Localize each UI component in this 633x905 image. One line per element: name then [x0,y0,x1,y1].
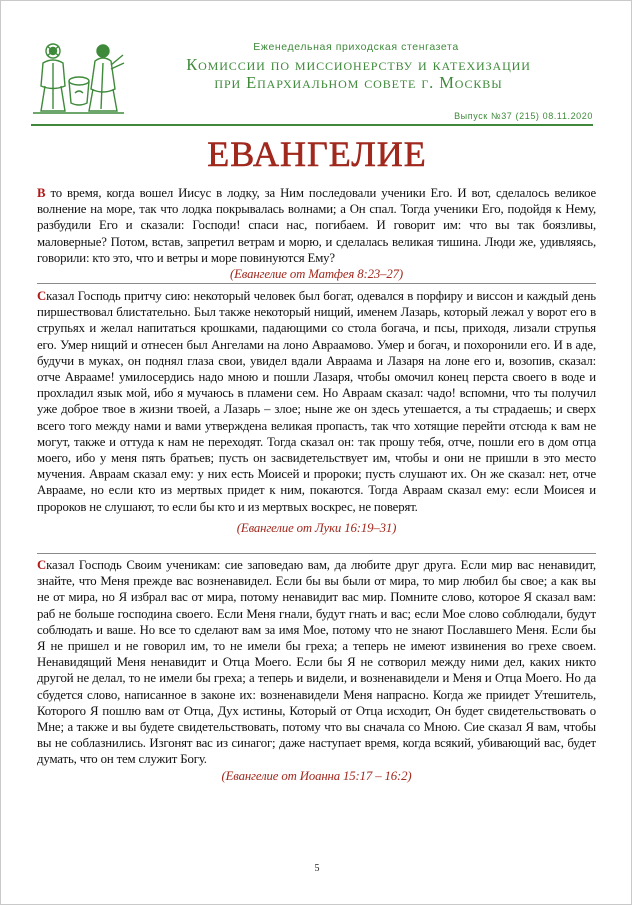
page-number: 5 [314,863,320,874]
icon-logo-emblem [31,41,126,116]
section-title-text: ЕВАНГЕЛИЕ [207,134,427,174]
header-subtitle: Еженедельная приходская стенгазета [253,41,459,53]
drop-initial-2: С [37,289,47,303]
passage-text-2: казал Господь притчу сию: некоторый человек был богат, одевался в порфиру и виссон и каждый день пиршествовал блистательно. Был также некоторый нищий, именем Лазарь, который лежал у ворот его в струпьях и желал напитаться крошками, падающими со стола богача, и псы, приходя, лизали струпья его. Умер нищий и отнесен был Ангелами на лоно Авраамово. Умер и богач, и похоронили его. И в аде, будучи в муках, он поднял глаза свои, увидел вдали Авраама и Лазаря на лоне его и, возопив, сказал: отче Аврааме! умилосердись надо мною и пошли Лазаря, чтобы омочил конец перста своего в воде и прохладил язык мой, ибо я мучаюсь в пламени сем. Но Авраам сказал: чадо! вспомни, что ты получил уже доброе твое в жизни твоей, а Лазарь – злое; ныне же он здесь утешается, а ты страдаешь; и сверх всего того между нами и вами утверждена великая пропасть, так что хотящие перейти отсюда к вам не могут, также и оттуда к нам не переходят. Тогда сказал он: так прошу тебя, отче, пошли его в дом отца моего, ибо у меня пять братьев; пусть он засвидетельствует им, чтобы и они не пришли в это место мучения. Авраам сказал ему: у них есть Моисей и пророки; пусть слушают их. Он же сказал: нет, отче Аврааме, но если кто из мертвых придет к ним, покаются. Тогда Авраам сказал ему: если Моисея и пророков не слушают, то если бы кто и из мертвых воскрес, не поверят. [37,289,596,514]
passage-divider-2 [37,553,596,554]
passage-source-3: (Евангелие от Иоанна 15:17 – 16:2) [221,768,412,783]
passage-source-1: (Евангелие от Матфея 8:23–27) [230,267,403,282]
section-title-art [207,134,427,174]
header-title [146,56,571,92]
header-divider [31,124,593,126]
drop-initial-3: С [37,558,47,572]
gospel-passage-3 [37,557,596,784]
issue-number: Выпуск №37 (215) 08.11.2020 [454,111,593,121]
header-title-line-2: при Епархиальном совете г. Москвы [214,73,503,92]
passage-source-2: (Евангелие от Луки 16:19–31) [236,520,397,535]
drop-initial-1: В [37,186,46,200]
section-title [1,134,633,179]
header-title-line-1: Комиссии по миссионерству и катехизации [186,55,531,74]
passage-text-1: то время, когда вошел Иисус в лодку, за Ним последовали ученики Его. И вот, сделалось великое волнение на море, так что лодка покрывалась волнами; а Он спал. Тогда ученики Его, подойдя к Нему, разбудили Его и сказали: Господи! спаси нас, погибаем. И говорит им: что вы так боязливы, маловерные? Потом, встав, запретил ветрам и морю, и сделалась великая тишина. Люди же, удивляясь, говорили: кто это, что и ветры и море повинуются Ему? [37,186,596,265]
passage-divider-1 [37,283,596,284]
gospel-passage-2 [37,288,596,536]
passage-text-3: казал Господь Своим ученикам: сие заповедаю вам, да любите друг друга. Если мир вас ненавидит, знайте, что Меня прежде вас возненавидел. Если бы вы были от мира, то мир любил бы свое; а как вы не от мира, но Я избрал вас от мира, потому ненавидит вас мир. Помните слово, которое Я сказал вам: раб не больше господина своего. Если Меня гнали, будут гнать и вас; если Мое слово соблюдали, будут соблюдать и ваше. Но все то сделают вам за имя Мое, потому что не знают Пославшего Меня. Если бы Я не пришел и не говорил им, то не имели бы греха; а теперь не имеют извинения во грехе своем. Ненавидящий Меня ненавидит и Отца Моего. Если бы Я не сотворил между ними дел, каких никто другой не делал, то не имели бы греха; а теперь и видели, и возненавидели и Меня и Отца Моего. Но да сбудется слово, написанное в законе их: возненавидели Меня напрасно. Когда же приидет Утешитель, Которого Я пошлю вам от Отца, Дух истины, Который от Отца исходит, Он будет свидетельствовать о Мне; а также и вы будете свидетельствовать, потому что вы сначала со Мною. Сие сказал Я вам, чтобы вы не соблазнились. Изгонят вас из синагог; даже наступает время, когда всякий, убивающий вас, будет думать, что он тем служит Богу. [37,558,596,767]
gospel-passage-1 [37,185,596,282]
